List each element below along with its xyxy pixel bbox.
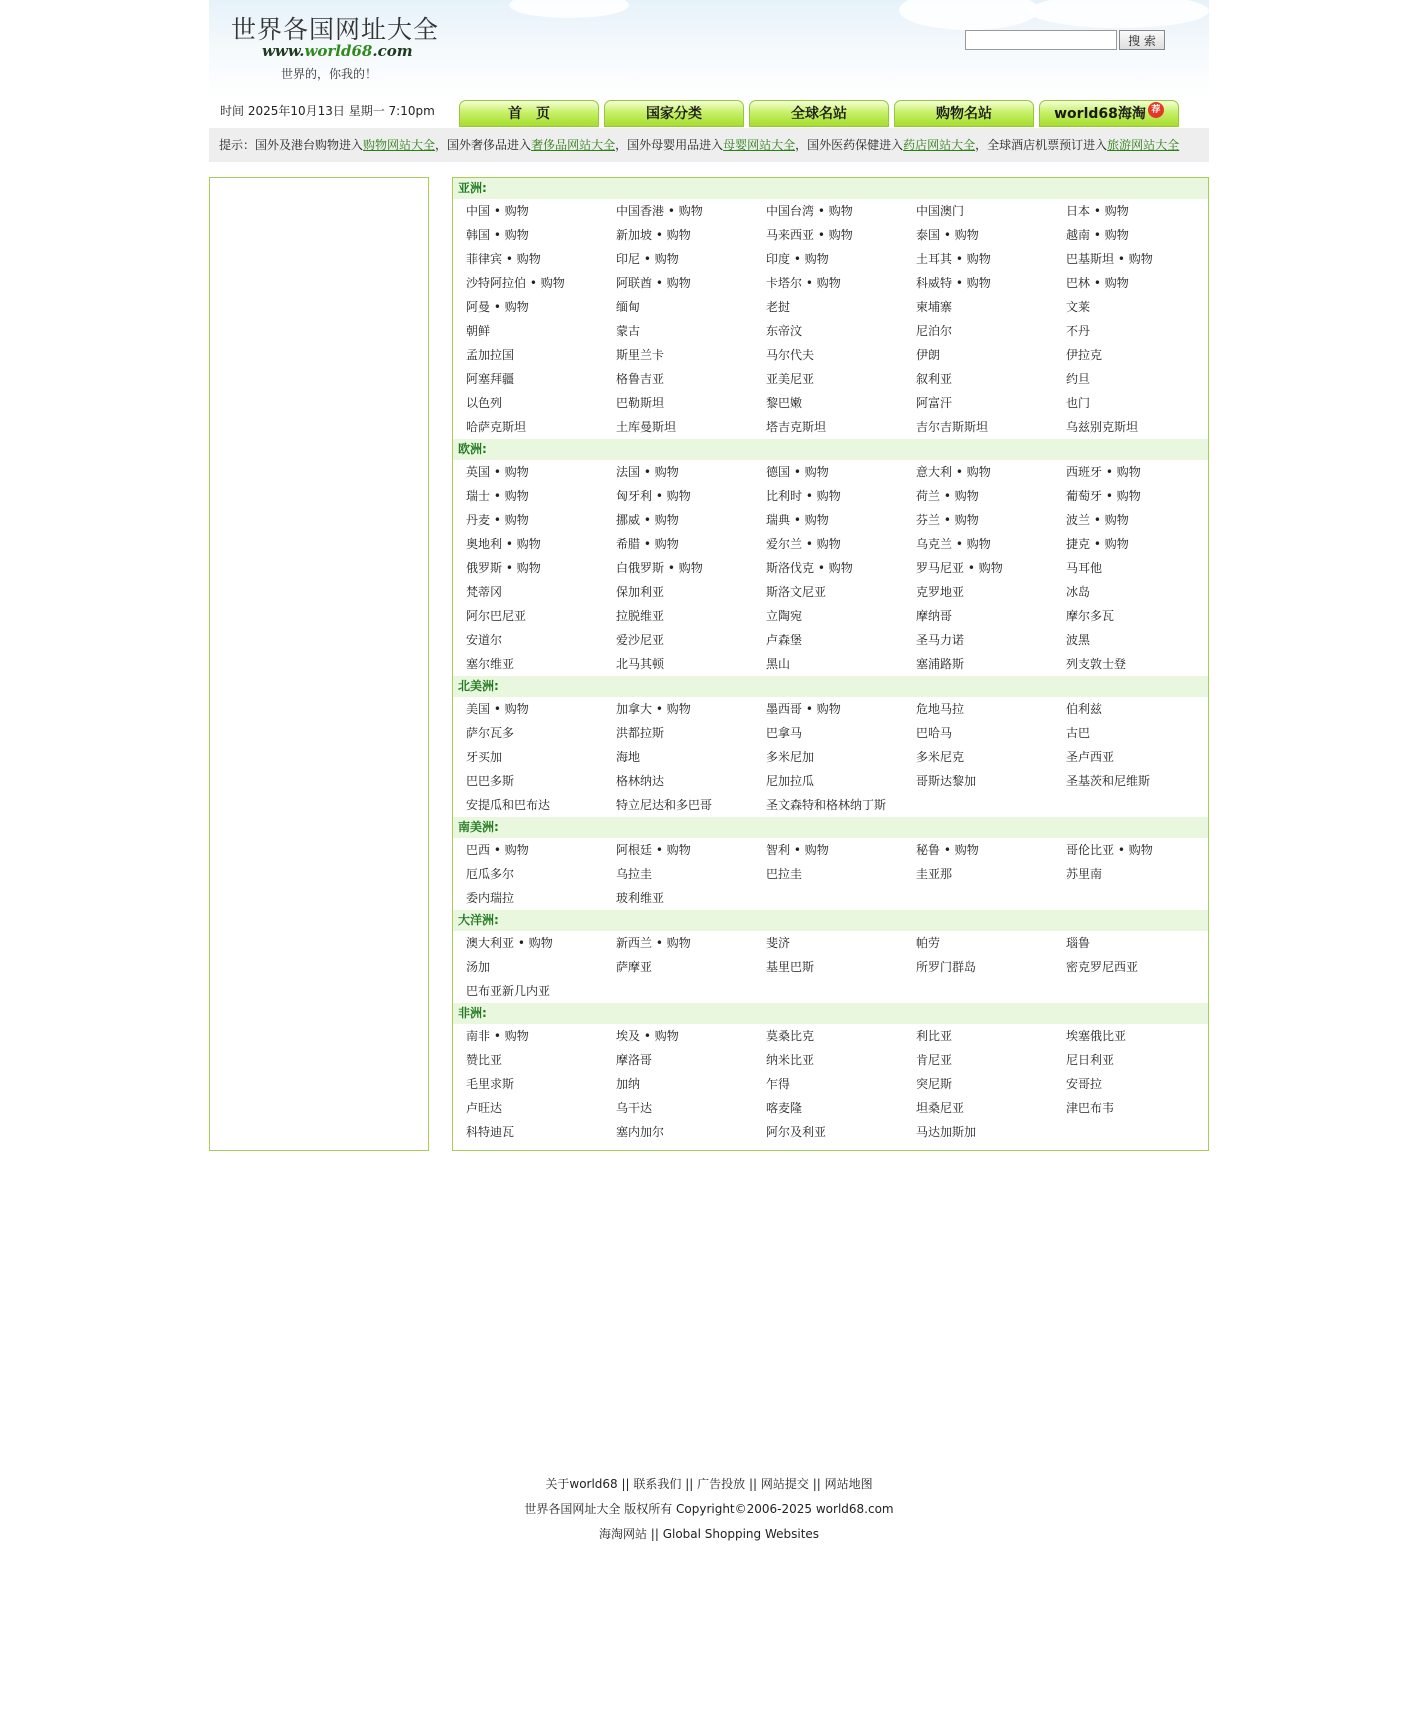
country-link[interactable]: 喀麦隆	[766, 1101, 803, 1115]
search-input[interactable]	[965, 30, 1117, 50]
country-link[interactable]: 塞尔维亚	[466, 657, 515, 671]
logo-url-prefix: www.	[262, 42, 305, 60]
country-link[interactable]: 巴布亚新几内亚	[466, 984, 551, 998]
footer-link-contact[interactable]: 联系我们	[633, 1477, 682, 1491]
footer-separator: ||	[681, 1477, 698, 1491]
country-link[interactable]: 阿尔巴尼亚	[466, 609, 527, 623]
footer-bottom	[0, 1525, 1418, 1542]
country-link[interactable]: 中国香港 • 购物	[616, 204, 703, 218]
country-link[interactable]: 尼加拉瓜	[766, 774, 815, 788]
country-link[interactable]: 老挝	[766, 300, 791, 314]
country-link[interactable]: 坦桑尼亚	[916, 1101, 965, 1115]
country-link[interactable]: 东帝汶	[766, 324, 803, 338]
country-link[interactable]: 挪威 • 购物	[616, 513, 679, 527]
tab-label: 首 页	[508, 106, 550, 122]
country-link[interactable]: 塔吉克斯坦	[766, 420, 827, 434]
continent-title: 北美洲:	[453, 676, 1208, 697]
country-link[interactable]: 意大利 • 购物	[916, 465, 991, 479]
footer-link-ads[interactable]: 广告投放	[697, 1477, 746, 1491]
country-link[interactable]: 以色列	[466, 396, 503, 410]
country-link[interactable]: 巴哈马	[916, 726, 953, 740]
country-link[interactable]: 多米尼克	[916, 750, 965, 764]
country-link[interactable]: 土库曼斯坦	[616, 420, 677, 434]
country-link[interactable]: 俄罗斯 • 购物	[466, 561, 541, 575]
country-link[interactable]: 牙买加	[466, 750, 503, 764]
tip-text: ，国外母婴用品进入	[615, 138, 724, 152]
country-link[interactable]: 埃塞俄比亚	[1066, 1029, 1127, 1043]
country-link[interactable]: 帕劳	[916, 936, 941, 950]
country-link[interactable]: 纳米比亚	[766, 1053, 815, 1067]
country-link[interactable]: 汤加	[466, 960, 491, 974]
country-link[interactable]: 瑙鲁	[1066, 936, 1091, 950]
country-link[interactable]: 波黑	[1066, 633, 1091, 647]
search-button[interactable]: 搜 索	[1119, 30, 1165, 50]
country-link[interactable]: 哈萨克斯坦	[466, 420, 527, 434]
country-link[interactable]: 匈牙利 • 购物	[616, 489, 691, 503]
country-link[interactable]: 奥地利 • 购物	[466, 537, 541, 551]
country-link[interactable]: 萨尔瓦多	[466, 726, 515, 740]
country-link[interactable]: 罗马尼亚 • 购物	[916, 561, 1003, 575]
country-link[interactable]: 印度 • 购物	[766, 252, 829, 266]
country-link[interactable]: 约旦	[1066, 372, 1091, 386]
country-link[interactable]: 毛里求斯	[466, 1077, 515, 1091]
country-link[interactable]: 中国澳门	[916, 204, 965, 218]
continent-title: 大洋洲:	[453, 910, 1208, 931]
country-grid	[453, 460, 1208, 676]
tab-country-category[interactable]	[604, 100, 744, 127]
country-link[interactable]: 文莱	[1066, 300, 1091, 314]
country-link[interactable]: 马来西亚 • 购物	[766, 228, 853, 242]
country-link[interactable]: 萨摩亚	[616, 960, 653, 974]
navigation-bar	[209, 100, 1209, 128]
country-link[interactable]: 乌干达	[616, 1101, 653, 1115]
tip-link-travel[interactable]: 旅游网站大全	[1107, 138, 1180, 152]
country-link[interactable]: 伊拉克	[1066, 348, 1103, 362]
country-link[interactable]: 中国台湾 • 购物	[766, 204, 853, 218]
country-link[interactable]: 突尼斯	[916, 1077, 953, 1091]
country-link[interactable]: 塞浦路斯	[916, 657, 965, 671]
country-link[interactable]: 委内瑞拉	[466, 891, 515, 905]
footer-separator: ||	[646, 1527, 663, 1541]
footer-separator: ||	[808, 1477, 825, 1491]
country-link[interactable]: 叙利亚	[916, 372, 953, 386]
country-link[interactable]: 阿根廷 • 购物	[616, 843, 691, 857]
country-link[interactable]: 西班牙 • 购物	[1066, 465, 1141, 479]
country-link[interactable]: 厄瓜多尔	[466, 867, 515, 881]
country-link[interactable]: 所罗门群岛	[916, 960, 977, 974]
site-slogan: 世界的，你我的！	[281, 67, 378, 81]
country-link[interactable]: 苏里南	[1066, 867, 1103, 881]
continent-title: 南美洲:	[453, 817, 1208, 838]
country-grid	[453, 199, 1208, 439]
tab-label: world68海淘	[1054, 106, 1146, 122]
tip-text: ，国外医药保健进入	[795, 138, 904, 152]
country-link[interactable]: 新西兰 • 购物	[616, 936, 691, 950]
country-link[interactable]: 拉脱维亚	[616, 609, 665, 623]
country-link[interactable]: 蒙古	[616, 324, 641, 338]
country-link[interactable]: 不丹	[1066, 324, 1091, 338]
cloud-decoration	[509, 0, 629, 18]
country-link[interactable]: 巴巴多斯	[466, 774, 515, 788]
cloud-decoration	[1029, 0, 1209, 28]
tab-label: 全球名站	[791, 106, 847, 122]
country-link[interactable]: 美国 • 购物	[466, 702, 529, 716]
country-link[interactable]: 巴西 • 购物	[466, 843, 529, 857]
country-link[interactable]: 阿联酋 • 购物	[616, 276, 691, 290]
country-link[interactable]: 格林纳达	[616, 774, 665, 788]
country-link[interactable]: 圭亚那	[916, 867, 953, 881]
country-link[interactable]: 土耳其 • 购物	[916, 252, 991, 266]
country-link[interactable]: 孟加拉国	[466, 348, 515, 362]
country-directory	[452, 177, 1209, 1151]
country-link[interactable]: 津巴布韦	[1066, 1101, 1115, 1115]
site-logo-title[interactable]: 世界各国网址大全	[231, 15, 440, 44]
country-grid	[453, 697, 1208, 817]
country-link[interactable]: 斯洛文尼亚	[766, 585, 827, 599]
country-link[interactable]: 洪都拉斯	[616, 726, 665, 740]
footer-link-global-shopping[interactable]: Global Shopping Websites	[662, 1527, 820, 1541]
country-link[interactable]: 多米尼加	[766, 750, 815, 764]
country-link[interactable]: 安提瓜和巴布达	[466, 798, 551, 812]
country-link[interactable]: 墨西哥 • 购物	[766, 702, 841, 716]
country-link[interactable]: 瑞典 • 购物	[766, 513, 829, 527]
country-link[interactable]: 阿曼 • 购物	[466, 300, 529, 314]
country-link[interactable]: 斯里兰卡	[616, 348, 665, 362]
country-link[interactable]: 基里巴斯	[766, 960, 815, 974]
footer-link-about[interactable]: 关于world68	[545, 1477, 618, 1491]
country-link[interactable]: 芬兰 • 购物	[916, 513, 979, 527]
country-link[interactable]: 波兰 • 购物	[1066, 513, 1129, 527]
country-link[interactable]: 德国 • 购物	[766, 465, 829, 479]
country-link[interactable]: 克罗地亚	[916, 585, 965, 599]
country-link[interactable]: 玻利维亚	[616, 891, 665, 905]
country-link[interactable]: 圣文森特和格林纳丁斯	[766, 798, 887, 812]
country-link[interactable]: 莫桑比克	[766, 1029, 815, 1043]
country-link[interactable]: 南非 • 购物	[466, 1029, 529, 1043]
country-link[interactable]: 圣马力诺	[916, 633, 965, 647]
country-link[interactable]: 爱沙尼亚	[616, 633, 665, 647]
country-link[interactable]: 阿尔及利亚	[766, 1125, 827, 1139]
country-link[interactable]: 加拿大 • 购物	[616, 702, 691, 716]
country-link[interactable]: 尼泊尔	[916, 324, 953, 338]
country-link[interactable]: 巴拉圭	[766, 867, 803, 881]
country-link[interactable]: 科特迪瓦	[466, 1125, 515, 1139]
country-grid	[453, 838, 1208, 910]
cloud-decoration	[899, 0, 1039, 30]
country-link[interactable]: 吉尔吉斯斯坦	[916, 420, 989, 434]
country-link[interactable]: 尼日利亚	[1066, 1053, 1115, 1067]
footer-links	[0, 1475, 1418, 1492]
country-link[interactable]: 阿塞拜疆	[466, 372, 515, 386]
country-link[interactable]: 冰岛	[1066, 585, 1091, 599]
country-link[interactable]: 菲律宾 • 购物	[466, 252, 541, 266]
country-link[interactable]: 比利时 • 购物	[766, 489, 841, 503]
footer-link-sitemap[interactable]: 网站地图	[824, 1477, 873, 1491]
country-link[interactable]: 斯洛伐克 • 购物	[766, 561, 853, 575]
country-link[interactable]: 摩洛哥	[616, 1053, 653, 1067]
country-link[interactable]: 安道尔	[466, 633, 503, 647]
country-link[interactable]: 沙特阿拉伯 • 购物	[466, 276, 565, 290]
footer-separator: ||	[745, 1477, 761, 1491]
country-link[interactable]: 格鲁吉亚	[616, 372, 665, 386]
country-link[interactable]: 北马其顿	[616, 657, 665, 671]
tip-link-luxury[interactable]: 奢侈品网站大全	[531, 138, 616, 152]
country-link[interactable]: 摩纳哥	[916, 609, 953, 623]
country-link[interactable]: 赞比亚	[466, 1053, 503, 1067]
country-link[interactable]: 安哥拉	[1066, 1077, 1103, 1091]
country-grid	[453, 931, 1208, 1003]
country-link[interactable]: 圣卢西亚	[1066, 750, 1115, 764]
country-link[interactable]: 古巴	[1066, 726, 1091, 740]
country-link[interactable]: 荷兰 • 购物	[916, 489, 979, 503]
current-date: 时间 2025年10月13日 星期一 7:10pm	[220, 104, 435, 118]
country-link[interactable]: 捷克 • 购物	[1066, 537, 1129, 551]
tip-prefix: 提示：	[219, 138, 256, 152]
country-link[interactable]: 智利 • 购物	[766, 843, 829, 857]
country-link[interactable]: 白俄罗斯 • 购物	[616, 561, 703, 575]
country-link[interactable]: 危地马拉	[916, 702, 965, 716]
country-link[interactable]: 马达加斯加	[916, 1125, 977, 1139]
country-link[interactable]: 澳大利亚 • 购物	[466, 936, 553, 950]
country-link[interactable]: 秘鲁 • 购物	[916, 843, 979, 857]
hot-badge-icon: 荐	[1148, 102, 1164, 118]
country-link[interactable]: 柬埔寨	[916, 300, 953, 314]
tab-shopping-sites[interactable]	[894, 100, 1034, 127]
country-link[interactable]: 乍得	[766, 1077, 791, 1091]
country-link[interactable]: 加纳	[616, 1077, 641, 1091]
country-link[interactable]: 葡萄牙 • 购物	[1066, 489, 1141, 503]
country-link[interactable]: 马尔代夫	[766, 348, 815, 362]
country-link[interactable]: 缅甸	[616, 300, 641, 314]
country-link[interactable]: 列支敦士登	[1066, 657, 1127, 671]
tab-global-sites[interactable]	[749, 100, 889, 127]
country-link[interactable]: 希腊 • 购物	[616, 537, 679, 551]
footer-link-submit[interactable]: 网站提交	[760, 1477, 809, 1491]
country-link[interactable]: 科威特 • 购物	[916, 276, 991, 290]
country-link[interactable]: 黎巴嫩	[766, 396, 803, 410]
country-link[interactable]: 越南 • 购物	[1066, 228, 1129, 242]
country-link[interactable]: 斐济	[766, 936, 791, 950]
footer-link-haitao[interactable]: 海淘网站	[598, 1527, 647, 1541]
country-link[interactable]: 巴基斯坦 • 购物	[1066, 252, 1153, 266]
country-link[interactable]: 中国 • 购物	[466, 204, 529, 218]
left-sidebar	[209, 177, 429, 1151]
logo-url-brand: world68	[304, 42, 373, 60]
country-link[interactable]: 马耳他	[1066, 561, 1103, 575]
site-logo-url[interactable]	[262, 42, 413, 60]
country-link[interactable]: 乌兹别克斯坦	[1066, 420, 1139, 434]
country-link[interactable]: 巴拿马	[766, 726, 803, 740]
country-link[interactable]: 肯尼亚	[916, 1053, 953, 1067]
footer-separator: ||	[617, 1477, 634, 1491]
country-link[interactable]: 也门	[1066, 396, 1091, 410]
tab-label: 国家分类	[646, 106, 702, 122]
country-grid	[453, 1024, 1208, 1144]
country-link[interactable]: 巴林 • 购物	[1066, 276, 1129, 290]
continent-title: 非洲:	[453, 1003, 1208, 1024]
tab-label: 购物名站	[936, 106, 992, 122]
country-link[interactable]: 法国 • 购物	[616, 465, 679, 479]
country-link[interactable]: 印尼 • 购物	[616, 252, 679, 266]
country-link[interactable]: 日本 • 购物	[1066, 204, 1129, 218]
footer-copyright: 世界各国网址大全 版权所有 Copyright©2006-2025 world68.com	[524, 1502, 894, 1516]
country-link[interactable]: 塞内加尔	[616, 1125, 665, 1139]
country-link[interactable]: 埃及 • 购物	[616, 1029, 679, 1043]
country-link[interactable]: 卡塔尔 • 购物	[766, 276, 841, 290]
country-link[interactable]: 黑山	[766, 657, 791, 671]
country-link[interactable]: 立陶宛	[766, 609, 803, 623]
country-link[interactable]: 哥伦比亚 • 购物	[1066, 843, 1153, 857]
country-link[interactable]: 亚美尼亚	[766, 372, 815, 386]
country-link[interactable]: 梵蒂冈	[466, 585, 503, 599]
country-link[interactable]: 朝鲜	[466, 324, 491, 338]
tip-link-shopping[interactable]: 购物网站大全	[363, 138, 436, 152]
country-link[interactable]: 海地	[616, 750, 641, 764]
country-link[interactable]: 密克罗尼西亚	[1066, 960, 1139, 974]
country-link[interactable]: 圣基茨和尼维斯	[1066, 774, 1151, 788]
header	[209, 0, 1209, 100]
logo-url-suffix: .com	[372, 42, 413, 60]
country-link[interactable]: 伯利兹	[1066, 702, 1103, 716]
tip-link-pharmacy[interactable]: 药店网站大全	[903, 138, 976, 152]
country-link[interactable]: 爱尔兰 • 购物	[766, 537, 841, 551]
country-link[interactable]: 特立尼达和多巴哥	[616, 798, 713, 812]
country-link[interactable]: 伊朗	[916, 348, 941, 362]
country-link[interactable]: 丹麦 • 购物	[466, 513, 529, 527]
tip-text: 国外及港台购物进入	[255, 138, 364, 152]
continent-title: 亚洲:	[453, 178, 1208, 199]
country-link[interactable]: 乌克兰 • 购物	[916, 537, 991, 551]
country-link[interactable]: 保加利亚	[616, 585, 665, 599]
country-link[interactable]: 利比亚	[916, 1029, 953, 1043]
country-link[interactable]: 摩尔多瓦	[1066, 609, 1115, 623]
tip-bar	[209, 128, 1209, 162]
tip-link-baby[interactable]: 母婴网站大全	[723, 138, 796, 152]
country-link[interactable]: 英国 • 购物	[466, 465, 529, 479]
continent-title: 欧洲:	[453, 439, 1208, 460]
country-link[interactable]: 卢森堡	[766, 633, 803, 647]
country-link[interactable]: 泰国 • 购物	[916, 228, 979, 242]
country-link[interactable]: 韩国 • 购物	[466, 228, 529, 242]
country-link[interactable]: 卢旺达	[466, 1101, 503, 1115]
tip-text: ，国外奢侈品进入	[435, 138, 532, 152]
tab-world68-haitao[interactable]	[1039, 100, 1179, 127]
country-link[interactable]: 哥斯达黎加	[916, 774, 977, 788]
country-link[interactable]: 新加坡 • 购物	[616, 228, 691, 242]
tip-text: ，全球酒店机票预订进入	[975, 138, 1108, 152]
country-link[interactable]: 乌拉圭	[616, 867, 653, 881]
country-link[interactable]: 阿富汗	[916, 396, 953, 410]
country-link[interactable]: 瑞士 • 购物	[466, 489, 529, 503]
tab-home[interactable]	[459, 100, 599, 127]
country-link[interactable]: 巴勒斯坦	[616, 396, 665, 410]
